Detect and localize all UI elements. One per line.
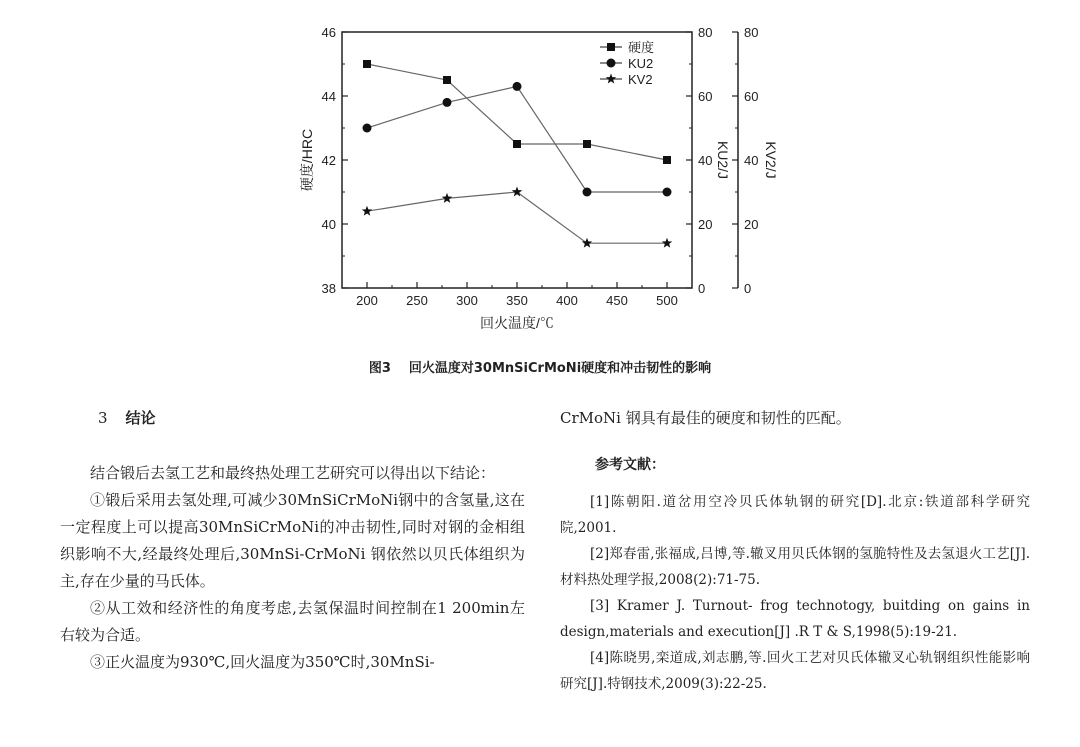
legend-label: KU2 (628, 56, 654, 71)
y-right1-tick-label: 40 (698, 153, 713, 168)
legend-label: 硬度 (628, 40, 655, 55)
legend-marker (607, 59, 616, 68)
y-right2-axis-title: KV2/J (763, 141, 779, 179)
y-right1-tick-label: 60 (698, 89, 713, 104)
y-right2-tick-label: 80 (744, 25, 759, 40)
data-point (583, 140, 591, 148)
series-kv2 (362, 187, 672, 248)
data-point (662, 238, 672, 248)
x-tick-label: 450 (606, 293, 628, 308)
y-right1-tick-label: 20 (698, 217, 713, 232)
x-tick-label: 500 (656, 293, 678, 308)
y-left-tick-label: 42 (321, 153, 336, 168)
y-right2-tick-label: 40 (744, 153, 759, 168)
section-title: 结论 (125, 409, 156, 427)
y-left-tick-label: 38 (321, 281, 336, 296)
series-line (367, 192, 667, 243)
conclusion-item-2: ②从工效和经济性的角度考虑,去氢保温时间控制在1 200min左右较为合适。 (60, 599, 525, 644)
figure-caption (0, 357, 1080, 376)
y-right1-axis-title: KU2/J (715, 140, 731, 180)
data-point (442, 193, 452, 203)
y-right1-tick-label: 0 (698, 281, 706, 296)
data-point (363, 60, 371, 68)
y-right2-axis-ticks (732, 25, 758, 296)
y-left-axis-title: 硬度/HRC (299, 128, 315, 192)
y-right1-axis-ticks (686, 25, 712, 296)
x-tick-label: 400 (556, 293, 578, 308)
x-tick-label: 200 (356, 293, 378, 308)
data-point (362, 206, 372, 216)
references-heading: 参考文献： (595, 457, 665, 473)
conclusion-intro: 结合锻后去氢工艺和最终热处理工艺研究可以得出以下结论： (90, 464, 496, 482)
data-point (582, 238, 592, 248)
figure-caption-text: 回火温度对30MnSiCrMoNi硬度和冲击韧性的影响 (408, 361, 712, 376)
conclusion-item-1: ①锻后采用去氢处理,可减少30MnSiCrMoNi钢中的含氢量,这在一定程度上可以提高30MnSiCrMoNi的冲击韧性,同时对钢的金相组织影响不大,经最终处理后,30MnSi-CrMoNi 钢依然以贝氏体组织为主,存在少量的马氏体。 (60, 491, 525, 590)
x-tick-label: 300 (456, 293, 478, 308)
y-left-tick-label: 40 (321, 217, 336, 232)
y-left-tick-label: 46 (321, 25, 336, 40)
y-right2-tick-label: 60 (744, 89, 759, 104)
series-ku2 (363, 82, 672, 197)
data-point (513, 140, 521, 148)
data-point (663, 156, 671, 164)
legend (600, 40, 654, 87)
y-right1-tick-label: 80 (698, 25, 713, 40)
right-column (560, 405, 1030, 697)
reference-2: [2]郑春雷,张福成,吕博,等.辙叉用贝氏体钢的氢脆特性及去氢退火工艺[J].材料热处理学报,2008(2):71-75. (560, 546, 1030, 588)
data-point (663, 188, 672, 197)
series-layer (362, 60, 672, 248)
figure-label: 图3 (368, 361, 391, 376)
x-tick-label: 250 (406, 293, 428, 308)
series-line (367, 86, 667, 192)
section-number: 3 (98, 409, 108, 427)
x-axis-ticks (356, 282, 678, 308)
data-point (443, 98, 452, 107)
data-point (583, 188, 592, 197)
legend-marker (607, 43, 615, 51)
chart (0, 0, 1080, 345)
series-hardness (363, 60, 671, 164)
data-point (363, 124, 372, 133)
y-left-tick-label: 44 (321, 89, 336, 104)
section-heading (98, 405, 525, 432)
legend-marker (606, 74, 616, 84)
y-left-axis-ticks (322, 25, 348, 296)
conclusion-item-3-continuation: CrMoNi 钢具有最佳的硬度和韧性的匹配。 (560, 409, 851, 427)
y-right2-tick-label: 0 (744, 281, 752, 296)
data-point (513, 82, 522, 91)
data-point (443, 76, 451, 84)
left-column (60, 405, 525, 676)
conclusion-item-3: ③正火温度为930℃,回火温度为350℃时,30MnSi- (90, 653, 435, 671)
y-right2-tick-label: 20 (744, 217, 759, 232)
reference-3: [3] Kramer J. Turnout- frog technotogy, buitding on gains in design,materials and execution[J] .R T & S,1998(5):19-21. (560, 598, 1030, 640)
x-axis-title: 回火温度/℃ (480, 315, 554, 331)
reference-4: [4]陈晓男,栾道成,刘志鹏,等.回火工艺对贝氏体辙叉心轨钢组织性能影响研究[J].特钢技术,2009(3):22-25. (560, 650, 1030, 692)
legend-label: KV2 (628, 72, 653, 87)
x-tick-label: 350 (506, 293, 528, 308)
reference-1: [1]陈朝阳.道岔用空冷贝氏体轨钢的研究[D].北京:铁道部科学研究院,2001. (560, 494, 1030, 536)
